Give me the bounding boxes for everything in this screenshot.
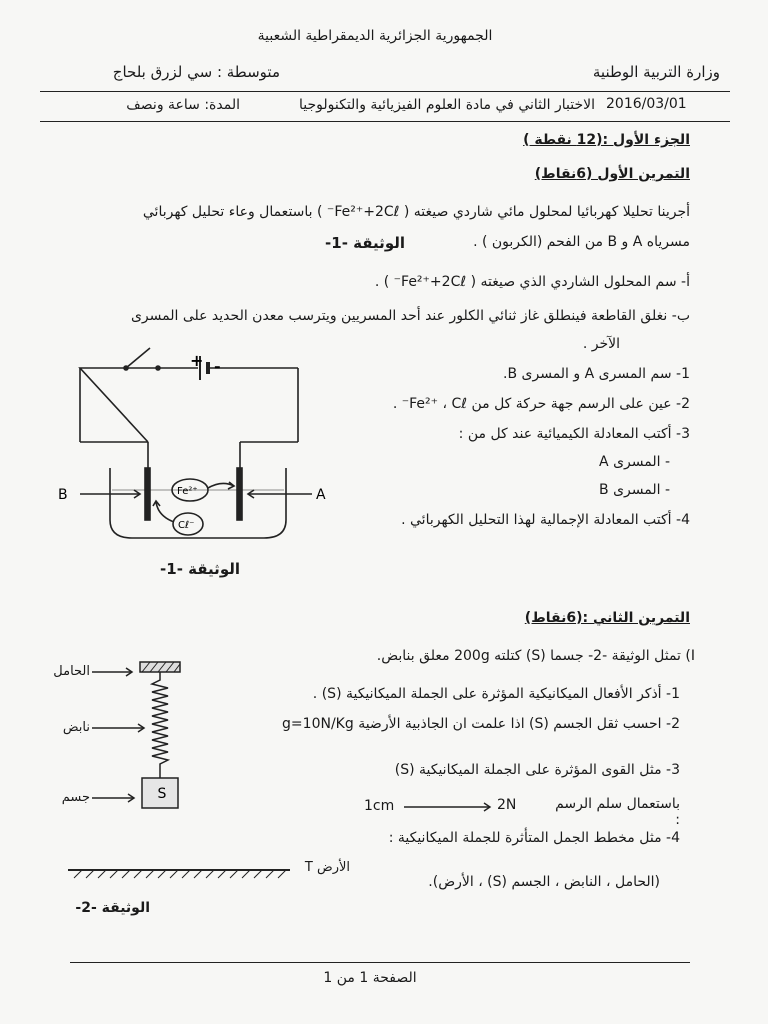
scale-force: 2N <box>497 797 517 813</box>
question-1: 1- سم المسرى A و المسرى B. <box>503 366 690 382</box>
electrolysis-vessel <box>110 468 286 538</box>
school-name: متوسطة : سي لزرق بلحاج <box>112 63 280 81</box>
footer-divider <box>70 962 690 963</box>
cl-ion-label: Cℓ⁻ <box>178 520 195 531</box>
doc1-reference: الوثيقة -1- <box>325 234 405 252</box>
electrode-a <box>237 468 242 520</box>
page-number: الصفحة 1 من 1 <box>323 970 417 986</box>
exam-date: 2016/03/01 <box>606 96 687 112</box>
question-3-electrode-a: - المسرى A <box>599 454 670 470</box>
exercise1-title: التمرين الأول (6نقاط) <box>534 166 690 182</box>
scale-arrow <box>402 800 494 814</box>
battery-minus-sign: - <box>214 357 221 376</box>
ex2-question-4-list: (الحامل ، النابض ، الجسم (S) ، الأرض). <box>428 874 660 890</box>
exam-title: الاختبار الثاني في مادة العلوم الفيزيائية والتكنولوجيا <box>298 97 595 113</box>
electrode-b <box>145 468 150 520</box>
question-4: 4- أكتب المعادلة الإجمالية لهذا التحليل الكهربائي . <box>401 512 690 528</box>
figure2-caption: الوثيقة -2- <box>75 900 150 916</box>
republic-title: الجمهورية الجزائرية الديمقراطية الشعبية <box>257 28 493 44</box>
label-a: A <box>316 487 326 503</box>
spring-label: نابض <box>62 720 90 735</box>
header-divider <box>40 91 730 92</box>
body-label: جسم <box>61 790 90 805</box>
circuit-wire-left <box>80 368 148 442</box>
question-b-line2: الآخر . <box>582 336 620 352</box>
question-3-electrode-b: - المسرى B <box>599 482 670 498</box>
question-2: 2- عين على الرسم جهة حركة كل من Fe²⁺ ، Cℓ⁻ . <box>392 396 690 412</box>
question-b-line1: ب- نغلق القاطعة فينطلق غاز ثنائي الكلور عند أحد المسريين ويترسب معدن الحديد على المسرى <box>130 308 690 324</box>
scale-label: باستعمال سلم الرسم : <box>555 796 680 828</box>
question-a: أ- سم المحلول الشاردي الذي صيغته ( Fe²⁺+2Cℓ⁻ ) . <box>374 274 690 290</box>
ex2-question-3: 3- مثل القوى المؤثرة على الجملة الميكانيكية (S) <box>394 762 680 778</box>
fe-ion-label: Fe²⁺ <box>177 486 198 497</box>
label-b: B <box>58 487 68 503</box>
exam-duration: المدة: ساعة ونصف <box>126 97 240 113</box>
header-divider-2 <box>40 121 730 122</box>
battery-plus-sign: + <box>190 351 204 370</box>
ministry-name: وزارة التربية الوطنية <box>592 63 720 81</box>
ex2-question-4: 4- مثل مخطط الجمل المتأثرة للجملة الميكانيكية : <box>388 830 680 846</box>
ex1-intro-line1: أجرينا تحليلا كهربائيا لمحلول مائي شاردي صيغته ( Fe²⁺+2Cℓ⁻ ) باستعمال وعاء تحليل كهربائي <box>142 204 690 220</box>
question-3: 3- أكتب المعادلة الكيميائية عند كل من : <box>458 426 690 442</box>
ex2-question-1: 1- أذكر الأفعال الميكانيكية المؤثرة على الجملة الميكانيكية (S) . <box>312 686 680 702</box>
scale-length: 1cm <box>364 798 395 814</box>
part1-title: الجزء الأول :(12 نقطة ) <box>523 132 690 148</box>
ground-label: الأرض T <box>304 860 350 875</box>
exercise2-title: التمرين الثاني :(6نقاط) <box>524 610 690 626</box>
ex2-question-2: 2- احسب ثقل الجسم (S) اذا علمت ان الجاذبية الأرضية g=10N/Kg <box>282 716 680 732</box>
figure1-caption: الوثيقة -1- <box>160 560 240 578</box>
spring-coil <box>152 672 168 778</box>
ex2-intro: I) تمثل الوثيقة -2- جسما (S) كتلته 200g معلق بنابض. <box>376 648 695 664</box>
ex1-intro-line2: مسرياه A و B من الفحم (الكربون ) . <box>473 234 690 250</box>
switch-lever <box>126 348 150 368</box>
mass-label: S <box>157 786 167 802</box>
electrolysis-diagram <box>50 340 350 580</box>
holder-label: الحامل <box>53 664 90 679</box>
